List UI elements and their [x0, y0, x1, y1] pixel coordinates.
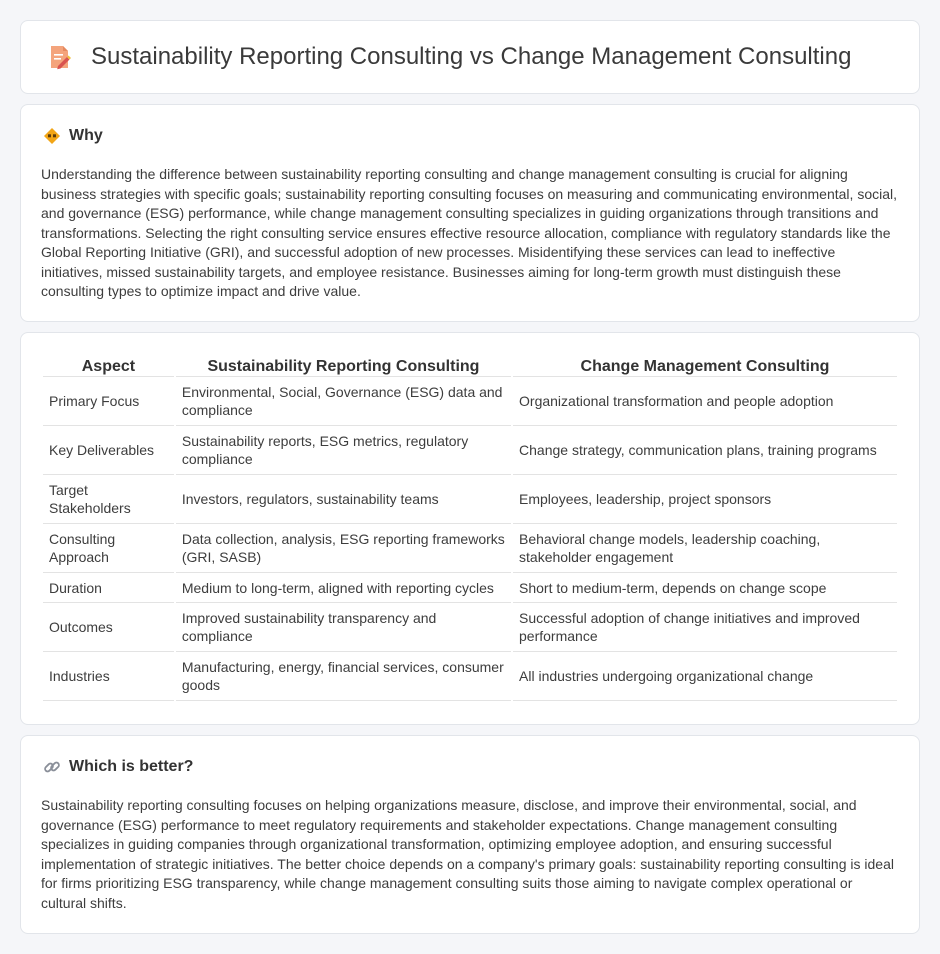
change-cell: Short to medium-term, depends on change scope: [513, 573, 897, 603]
aspect-cell: Primary Focus: [43, 377, 174, 426]
table-header-row: [43, 353, 897, 377]
sustainability-cell: Medium to long-term, aligned with reporting cycles: [176, 573, 511, 603]
sustainability-cell: Improved sustainability transparency and compliance: [176, 603, 511, 652]
table-row: [43, 652, 897, 701]
better-text: Sustainability reporting consulting focuses on helping organizations measure, disclose, and improve their environmental, social, and governance (ESG) performance to meet regulatory requirements and stakeholder expectations. Change management consulting specializes in guiding companies through organizational transformation, optimizing employee adoption, and ensuring successful implementation of strategic initiatives. The better choice depends on a company's primary goals: sustainability reporting consulting is ideal for firms prioritizing ESG transparency, while change management consulting suits those aiming to navigate complex operational or cultural shifts.: [41, 797, 894, 911]
aspect-cell: Industries: [43, 652, 174, 701]
aspect-cell: Key Deliverables: [43, 426, 174, 475]
change-cell: Employees, leadership, project sponsors: [513, 475, 897, 524]
comparison-table-card: [20, 332, 920, 725]
table-row: [43, 524, 897, 573]
header-sustainability: Sustainability Reporting Consulting: [176, 353, 511, 377]
table-row: [43, 377, 897, 426]
better-heading: Which is better?: [69, 758, 194, 775]
sustainability-cell: Data collection, analysis, ESG reporting frameworks (GRI, SASB): [176, 524, 511, 573]
why-section: [20, 104, 920, 322]
aspect-cell: Outcomes: [43, 603, 174, 652]
why-heading: Why: [69, 127, 103, 144]
title-row: [45, 43, 851, 71]
why-text: Understanding the difference between sustainability reporting consulting and change management consulting is crucial for aligning business strategies with specific goals; sustainability reporting consulting focuses on measuring and communicating environmental, social, and governance (ESG) performance, while change management consulting specializes in guiding organizations through transitions and transformations. Selecting the right consulting service ensures effective resource allocation, compliance with regulatory standards like the Global Reporting Initiative (GRI), and successful adoption of new processes. Misidentifying these services can lead to ineffective initiatives, missed sustainability targets, and employee resistance. Businesses aiming for long-term growth must distinguish these consulting types to optimize impact and drive value.: [41, 166, 897, 299]
diamond-warning-icon: [43, 127, 61, 145]
change-cell: Behavioral change models, leadership coaching, stakeholder engagement: [513, 524, 897, 573]
change-cell: Change strategy, communication plans, training programs: [513, 426, 897, 475]
document-edit-icon: [45, 43, 73, 71]
header-card: [20, 20, 920, 94]
header-change: Change Management Consulting: [513, 353, 897, 377]
table-row: [43, 603, 897, 652]
sustainability-cell: Environmental, Social, Governance (ESG) data and compliance: [176, 377, 511, 426]
sustainability-cell: Manufacturing, energy, financial services, consumer goods: [176, 652, 511, 701]
better-header: [43, 758, 193, 776]
table-row: [43, 475, 897, 524]
page-title: Sustainability Reporting Consulting vs Change Management Consulting: [91, 43, 852, 70]
aspect-cell: Consulting Approach: [43, 524, 174, 573]
change-cell: Successful adoption of change initiatives and improved performance: [513, 603, 897, 652]
change-cell: All industries undergoing organizational change: [513, 652, 897, 701]
link-icon: [43, 758, 61, 776]
table-row: [43, 573, 897, 603]
table-row: [43, 426, 897, 475]
change-cell: Organizational transformation and people adoption: [513, 377, 897, 426]
header-aspect: Aspect: [43, 353, 174, 377]
sustainability-cell: Sustainability reports, ESG metrics, regulatory compliance: [176, 426, 511, 475]
sustainability-cell: Investors, regulators, sustainability teams: [176, 475, 511, 524]
which-better-section: [20, 735, 920, 934]
aspect-cell: Duration: [43, 573, 174, 603]
aspect-cell: Target Stakeholders: [43, 475, 174, 524]
comparison-table: [41, 353, 899, 701]
why-header: [43, 127, 103, 145]
